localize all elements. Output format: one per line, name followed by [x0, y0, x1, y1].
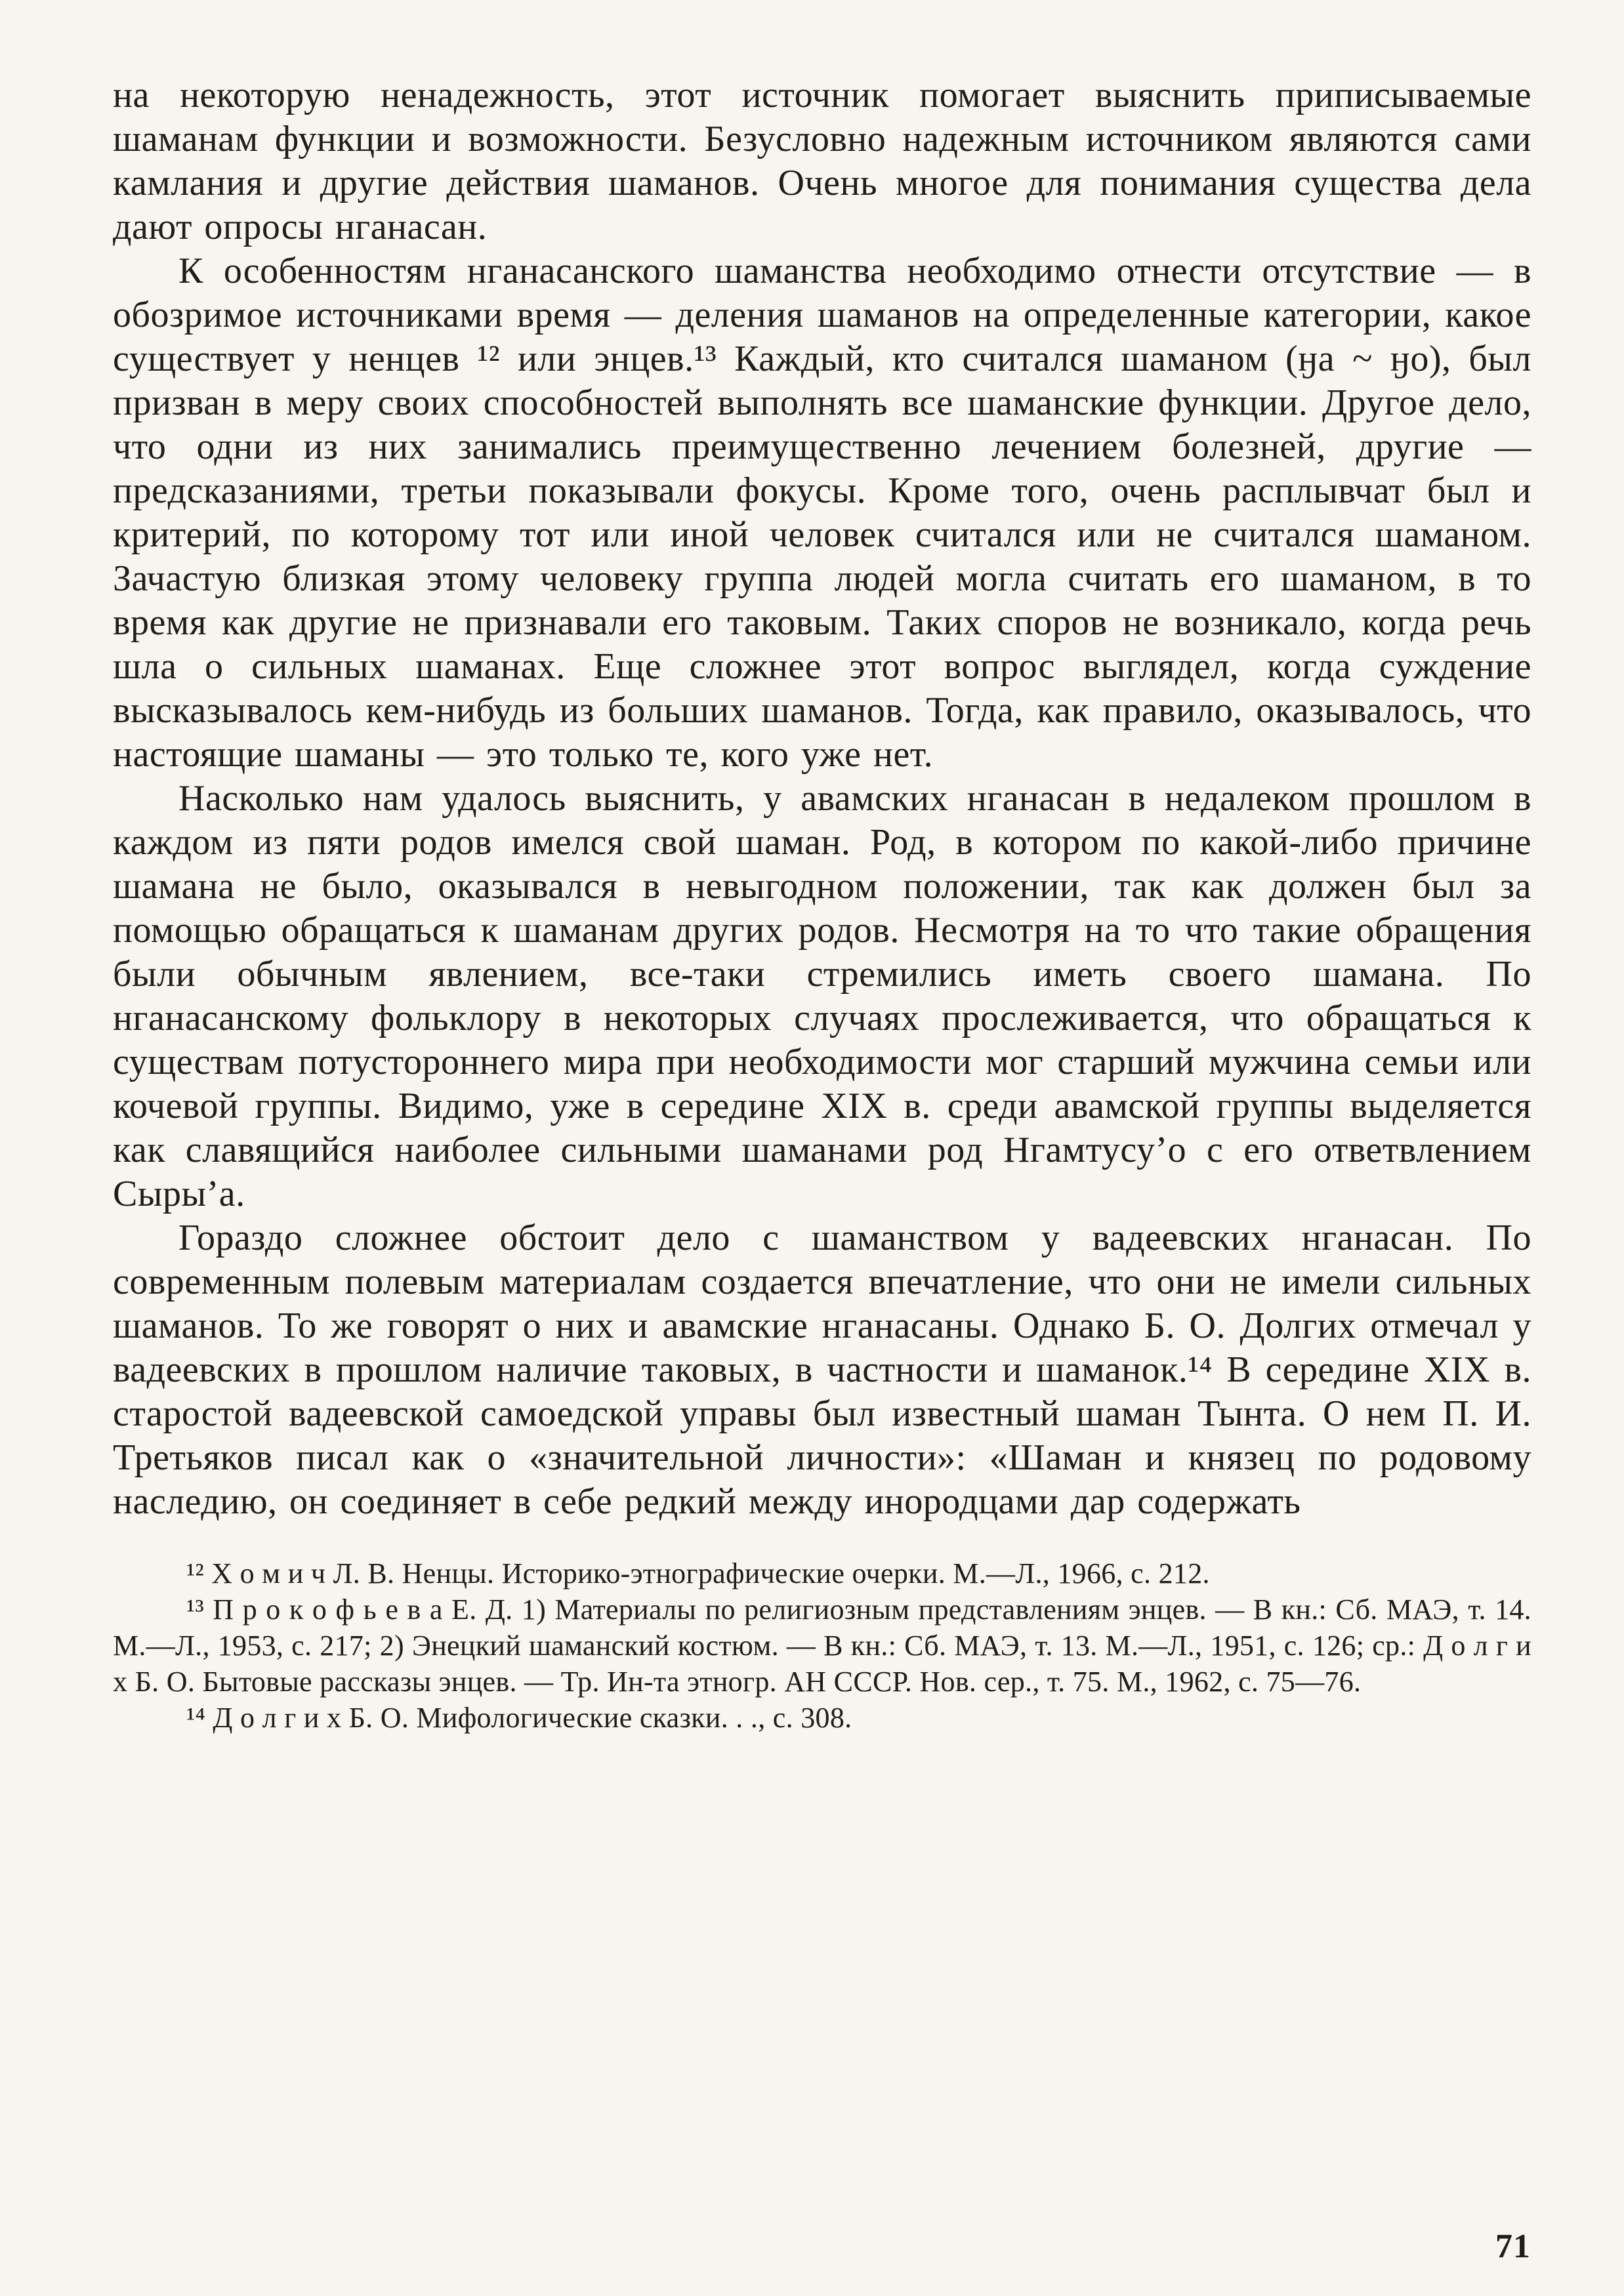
footnotes-section: [113, 1555, 1531, 1736]
body-paragraph: Насколько нам удалось выяснить, у авамских нганасан в недалеком прошлом в каждом из пяти родов имелся свой шаман. Род, в котором по какой-либо причине шамана не было, оказывался в невыгодном положении, так как должен был за помощью обращаться к шаманам других родов. Несмотря на то что такие обращения были обычным явлением, все-таки стремились иметь своего шамана. По нганасанскому фольклору в некоторых случаях прослеживается, что обращаться к существам потустороннего мира при необходимости мог старший мужчина семьи или кочевой группы. Видимо, уже в середине XIX в. среди авамской группы выделяется как славящийся наиболее сильными шаманами род Нгамтусу’о с его ответвлением Сыры’а.: [113, 778, 1531, 1214]
text-block: [113, 73, 1531, 1736]
body-paragraph: на некоторую ненадежность, этот источник помогает выяснить приписываемые шаманам функции и возможности. Безусловно надежным источником являются сами камлания и другие действия шаманов. Очень многое для понимания существа дела дают опросы нганасан.: [113, 75, 1531, 247]
body-paragraph: Гораздо сложнее обстоит дело с шаманством у вадеевских нганасан. По современным полевым материалам создается впечатление, что они не имели сильных шаманов. То же говорят о них и авамские нганасаны. Однако Б. О. Долгих отмечал у вадеевских в прошлом наличие таковых, в частности и шаманок.¹⁴ В середине XIX в. старостой вадеевской самоедской управы был известный шаман Тынта. О нем П. И. Третьяков писал как о «значительной личности»: «Шаман и князец по родовому наследию, он соединяет в себе редкий между инородцами дар содержать: [113, 1218, 1531, 1522]
footnote: ¹³ П р о к о ф ь е в а Е. Д. 1) Материалы по религиозным представлениям энцев. — В кн.: Сб. МАЭ, т. 14. М.—Л., 1953, с. 217; 2) Энецкий шаманский костюм. — В кн.: Сб. МАЭ, т. 13. М.—Л., 1951, с. 126; ср.: Д о л г и х Б. О. Бытовые рассказы энцев. — Тр. Ин-та этногр. АН СССР. Нов. сер., т. 75. М., 1962, с. 75—76.: [113, 1593, 1531, 1698]
page-number: 71: [1495, 2228, 1531, 2265]
body-paragraph: К особенностям нганасанского шаманства необходимо отнести отсутствие — в обозримое источниками время — деления шаманов на определенные категории, какое существует у ненцев ¹² или энцев.¹³ Каждый, кто считался шаманом (ӈа ~ ӈо), был призван в меру своих способностей выполнять все шаманские функции. Другое дело, что одни из них занимались преимущественно лечением болезней, другие — предсказаниями, третьи показывали фокусы. Кроме того, очень расплывчат был и критерий, по которому тот или иной человек считался или не считался шаманом. Зачастую близкая этому человеку группа людей могла считать его шаманом, в то время как другие не признавали его таковым. Таких споров не возникало, когда речь шла о сильных шаманах. Еще сложнее этот вопрос выглядел, когда суждение высказывалось кем-нибудь из больших шаманов. Тогда, как правило, оказывалось, что настоящие шаманы — это только те, кого уже нет.: [113, 251, 1531, 775]
footnote: ¹⁴ Д о л г и х Б. О. Мифологические сказки. . ., с. 308.: [186, 1702, 852, 1734]
footnote: ¹² Х о м и ч Л. В. Ненцы. Историко-этнографические очерки. М.—Л., 1966, с. 212.: [186, 1557, 1210, 1589]
